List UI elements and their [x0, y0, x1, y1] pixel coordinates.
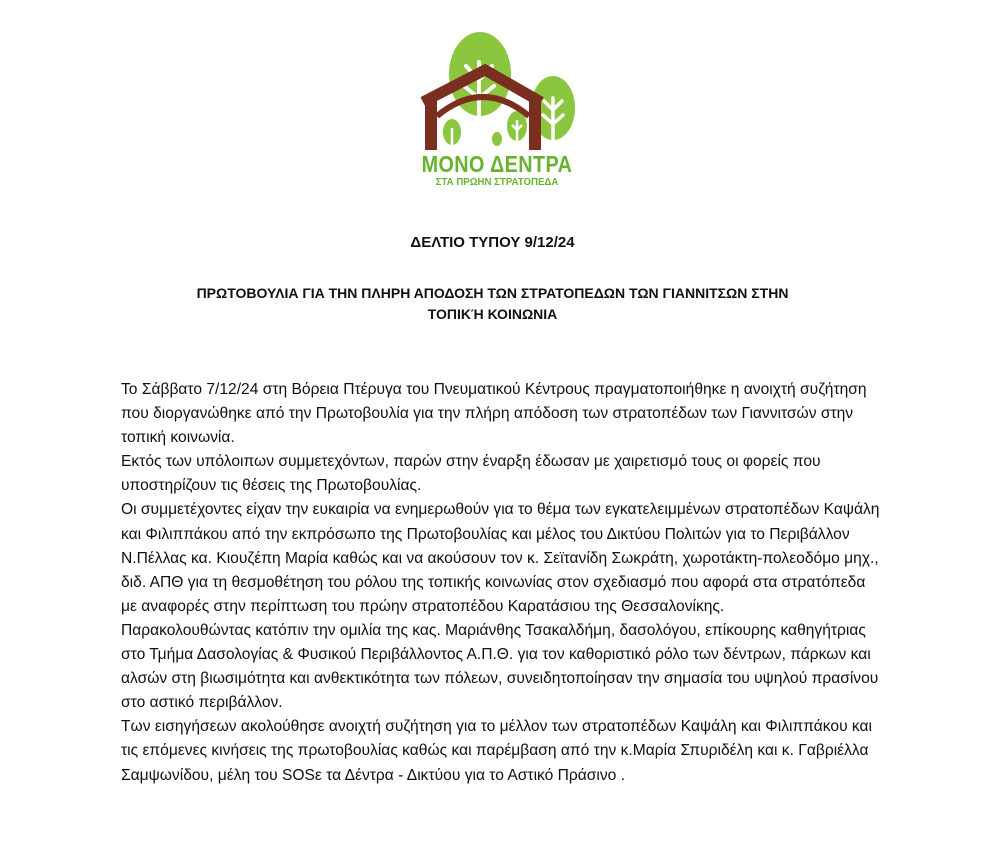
body-paragraph: Των εισηγήσεων ακολούθησε ανοιχτή συζήτηση για το μέλλον των στρατοπέδων Καψάλη και Φιλιππάκου και τις επόμενες κινήσεις της πρωτοβουλίας καθώς και παρέμβαση από την κ.Μαρία Σπυριδέλη και κ. Γαβριέλλα Σαμψωνίδου, μέλη του SOSε τα Δέντρα - Δικτύου για το Αστικό Πράσινο . — [121, 718, 873, 784]
headline-line-1: ΠΡΩΤΟΒΟΥΛΙΑ ΓΙΑ ΤΗΝ ΠΛΗΡΗ ΑΠΟΔΟΣΗ ΤΩΝ ΣΤΡΑΤΟΠΕΔΩΝ ΤΩΝ ΓΙΑΝΝΙΤΣΩΝ ΣΤΗΝ — [196, 285, 789, 301]
headline-line-2: ΤΟΠΙΚΉ ΚΟΙΝΩΝΙΑ — [427, 306, 558, 322]
logo-title: ΜΟΝΟ ΔΕΝΤΡΑ — [421, 151, 573, 177]
logo-subtitle: ΣΤΑ ΠΡΩΗΝ ΣΤΡΑΤΟΠΕΔΑ — [435, 176, 559, 188]
body-paragraph: Οι συμμετέχοντες είχαν την ευκαιρία να ενημερωθούν για το θέμα των εγκατελειμμένων στρατοπέδων Καψάλη και Φιλιππάκου από την εκπρόσωπο της Πρωτοβουλίας και μέλος του Δικτύου Πολιτών για το Περιβάλλον Ν.Πέλλας κα. Κιουζέπη Μαρία καθώς και να ακούσουν τον κ. Σεϊτανίδη Σωκράτη, χωροτάκτη-πολεοδόμο μηχ., διδ. ΑΠΘ για τη θεσμοθέτηση του ρόλου της τοπικής κοινωνίας στον σχεδιασμό που αφορά στα στρατόπεδα με αναφορές στην περίπτωση του πρώην στρατοπέδου Καρατάσιου της Θεσσαλονίκης. — [121, 501, 880, 615]
logo — [393, 2, 601, 215]
press-release-heading: ΔΕΛΤΙΟ ΤΥΠΟΥ 9/12/24 — [410, 234, 575, 251]
body-paragraph: Το Σάββατο 7/12/24 στη Βόρεια Πτέρυγα του Πνευματικού Κέντρους πραγματοποιήθηκε η ανοιχτή συζήτηση που διοργανώθηκε από την Πρωτοβουλία για την πλήρη απόδοση των στρατοπέδων των Γιαννιτσών στην τοπική κοινωνία. — [121, 381, 867, 447]
press-release-body — [121, 378, 881, 788]
body-paragraph: Παρακολουθώντας κατόπιν την ομιλία της κας. Μαριάνθης Τσακαλδήμη, δασολόγου, επίκουρης καθηγήτριας στο Τμήμα Δασολογίας & Φυσικού Περιβάλλοντος Α.Π.Θ. για τον καθοριστικό ρόλο των δέντρων, πάρκων και αλσών στη βιωσιμότητα και ανθεκτικότητα των πόλεων, συνειδητοποίησαν την σημασία του υψηλού πρασίνου στο αστικό περιβάλλον. — [121, 621, 879, 712]
press-release-headline — [130, 283, 855, 325]
body-paragraph: Εκτός των υπόλοιπων συμμετεχόντων, παρών στην έναρξη έδωσαν με χαιρετισμό τους οι φορείς που υποστηρίζουν τις θέσεις της Πρωτοβουλίας. — [121, 453, 821, 495]
